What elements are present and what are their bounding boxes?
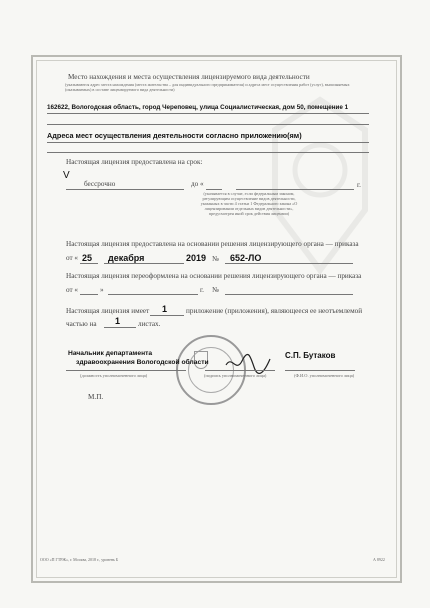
reissue-year-suffix: г. [200,286,204,294]
footer-serial: А 8922 [373,557,385,562]
term-label: Настоящая лицензия предоставлена на срок: [66,158,203,166]
reissue-from-label: от « [66,286,79,294]
term-unlimited: бессрочно [84,180,116,188]
decision-from-label: от « [66,254,79,262]
signatory-name: С.П. Бутаков [285,351,336,360]
place-note: (указываются адрес места нахождения (места жительства – для индивидуального предпринимателя) и адреса мест осуществления работ (услуг), выполняемых (оказываемых) в составе лицензируемого вида деятельности) [65,82,350,92]
term-until-label: до « [191,180,204,188]
signatory-name-caption: (Ф.И.О. уполномоченного лица) [294,373,355,378]
reissue-quote-close: » [100,286,104,294]
reissue-number-label: № [212,286,219,294]
place-label: Место нахождения и места осуществления лицензируемого вида деятельности [68,73,310,81]
attachments-text-end: приложение (приложения), являющееся ее неотъемлемой [186,307,363,315]
attachments-sheets-label: листах. [138,320,161,328]
signatory-position-line1: Начальник департамента [68,350,153,357]
stamp-place: М.П. [88,393,104,401]
attachments-part-label: частью на [66,320,97,328]
attachments-sheets: 1 [115,316,121,326]
decision-year: 2019 [186,253,207,263]
footer-printer: ООО «П ГТРЖ», г. Москва, 2018 г., уровень Б [40,557,119,562]
decision-label: Настоящая лицензия предоставлена на основании решения лицензирующего органа — приказа [66,240,359,248]
signatory-signature-caption: (подпись уполномоченного лица) [204,373,267,378]
reissue-label: Настоящая лицензия переоформлена на основании решения лицензирующего органа — приказа [66,272,362,280]
attachments-text-start: Настоящая лицензия имеет [66,307,150,315]
signatory-position-caption: (должность уполномоченного лица) [80,373,148,378]
decision-number: 652-ЛО [230,253,262,263]
term-year-suffix: г. [357,181,361,189]
decision-month: декабря [108,253,145,263]
appendix-title: Адреса мест осуществления деятельности согласно приложению(ям) [47,131,302,140]
term-note: (указывается в случае, если федеральным законом, регулирующим осуществление видов деятельности, указанных в части 4 статьи 1 Федерального закона «О лицензировании отдельных видов деятельности», предусмотрен иной срок действия лицензии) [200,191,298,216]
attachments-count: 1 [162,304,168,314]
decision-number-label: № [212,255,219,263]
decision-day: 25 [82,253,93,263]
address: 162622, Вологодская область, город Череповец, улица Социалистическая, дом 50, помещение 1 [47,104,349,111]
signatory-position-line2: здравоохранения Вологодской области [76,359,209,366]
term-checkmark: V [63,170,70,181]
